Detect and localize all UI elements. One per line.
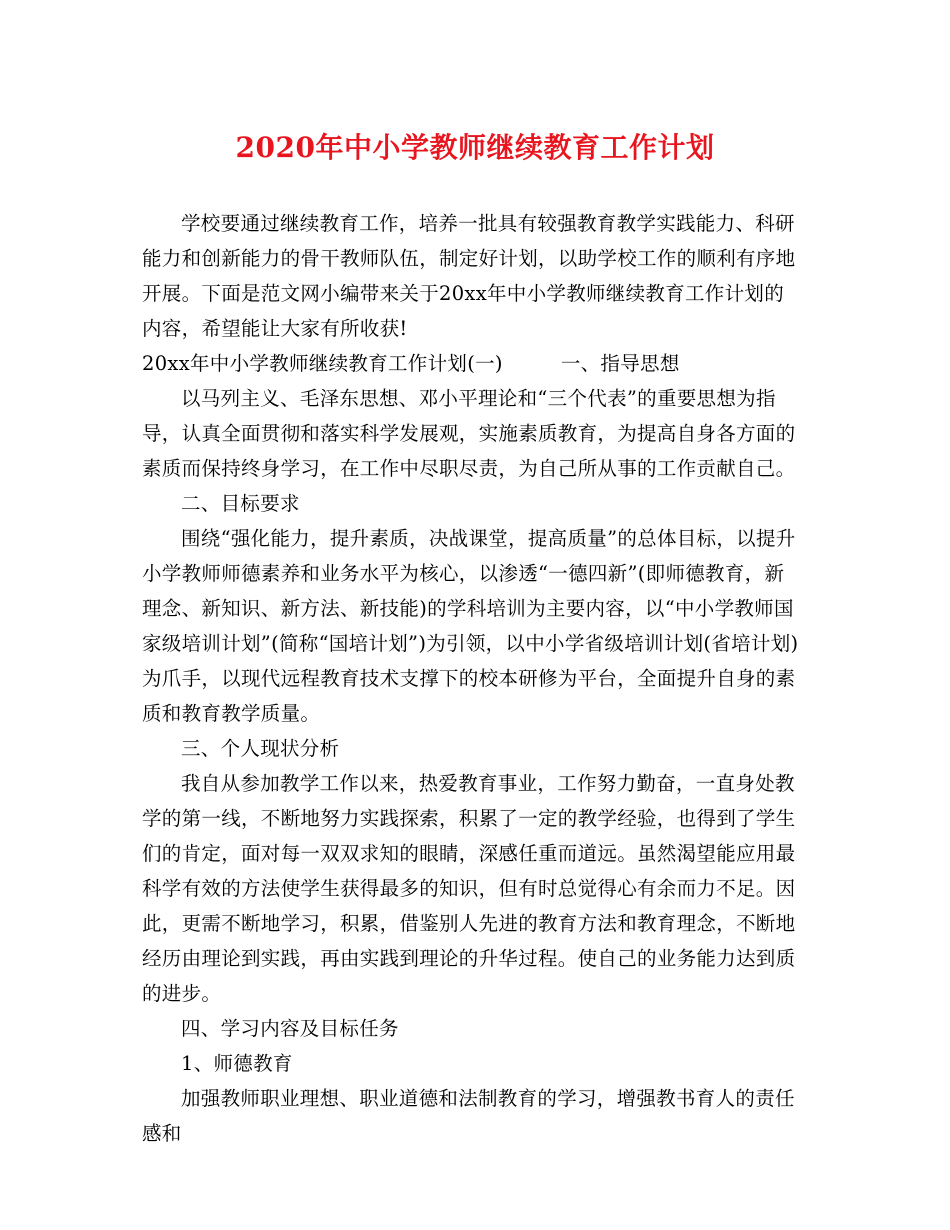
document-title: 2020年中小学教师继续教育工作计划 <box>235 131 715 164</box>
plan-heading: 20xx年中小学教师继续教育工作计划(一) <box>142 352 503 375</box>
document-body <box>142 206 802 1151</box>
subsection-1-title: 1、师德教育 <box>181 1052 293 1075</box>
section-1-paragraph: 以马列主义、毛泽东思想、邓小平理论和“三个代表”的重要思想为指导，认真全面贯彻和落实科学发展观，实施素质教育，为提高自身各方面的素质而保持终身学习，在工作中尽职尽责，为自己所从事的工作贡献自己。 <box>142 387 796 480</box>
section-4-title: 四、学习内容及目标任务 <box>181 1017 399 1040</box>
section-2-paragraph: 围绕“强化能力，提升素质，决战课堂，提高质量”的总体目标，以提升小学教师师德素养和业务水平为核心，以渗透“一德四新”(即师德教育，新理念、新知识、新方法、新技能)的学科培训为主要内容，以“中小学教师国家级培训计划”(简称“国培计划”)为引领，以中小学省级培训计划(省培计划)为爪手，以现代远程教育技术支撑下的校本研修为平台，全面提升自身的素质和教育教学质量。 <box>142 527 799 725</box>
section-3-paragraph: 我自从参加教学工作以来，热爱教育事业，工作努力勤奋，一直身处教学的第一线，不断地努力实践探索，积累了一定的教学经验，也得到了学生们的肯定，面对每一双双求知的眼睛，深感任重而道远。虽然渴望能应用最科学有效的方法使学生获得最多的知识，但有时总觉得心有余而力不足。因此，更需不断地学习，积累，借鉴别人先进的教育方法和教育理念，不断地经历由理论到实践，再由实践到理论的升华过程。使自己的业务能力达到质的进步。 <box>142 772 796 1005</box>
intro-paragraph: 学校要通过继续教育工作，培养一批具有较强教育教学实践能力、科研能力和创新能力的骨干教师队伍，制定好计划，以助学校工作的顺利有序地开展。下面是范文网小编带来关于20xx年中小学教师继续教育工作计划的内容，希望能让大家有所收获! <box>142 212 796 340</box>
subsection-1-paragraph: 加强教师职业理想、职业道德和法制教育的学习，增强教书育人的责任感和 <box>142 1087 795 1145</box>
section-1-title: 一、指导思想 <box>560 352 680 375</box>
plan-heading-line <box>142 346 802 381</box>
section-2-title: 二、目标要求 <box>181 492 300 515</box>
section-3-title: 三、个人现状分析 <box>181 737 340 760</box>
